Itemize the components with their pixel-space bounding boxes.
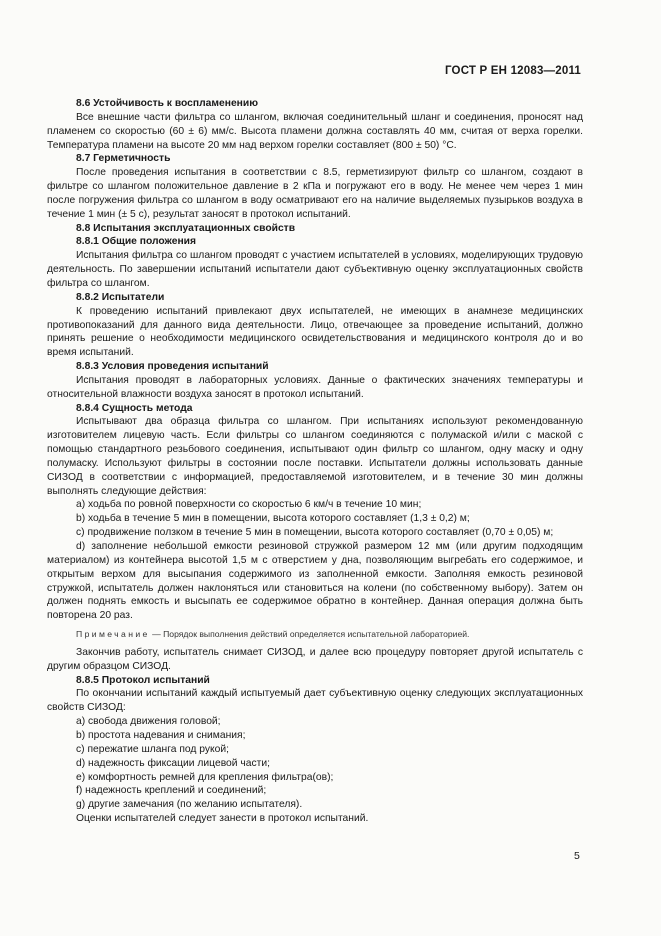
section-8-8-5-heading: 8.8.5 Протокол испытаний: [76, 674, 210, 686]
standard-header: ГОСТ Р ЕН 12083—2011: [444, 65, 581, 77]
list-item: f) надежность креплений и соединений;: [76, 785, 267, 797]
list-item: a) ходьба по ровной поверхности со скоростью 6 км/ч в течение 10 мин;: [76, 499, 422, 511]
list-item: g) другие замечания (по желанию испытателя).: [76, 799, 303, 811]
section-8-8-2-heading: 8.8.2 Испытатели: [76, 291, 165, 303]
list-item: e) комфортность ремней для крепления фильтра(ов);: [76, 771, 334, 783]
document-body: [47, 97, 583, 826]
section-8-7-text: После проведения испытания в соответствии с 8.5, герметизируют фильтр со шлангом, создают в фильтре со шлангом положительное давление в 2 кПа и погружают его в воду. Не менее чем через 1 мин после погружения фильтра со шлангом в воду осматривают его на наличие выделяемых пузырьков воздуха в течение 1 мин (± 5 с), результат заносят в протокол испытаний.: [47, 167, 583, 220]
section-8-6-heading: 8.6 Устойчивость к воспламенению: [76, 98, 259, 109]
list-item: c) пережатие шланга под рукой;: [76, 743, 229, 755]
page-number: 5: [574, 850, 580, 862]
section-8-8-4-text: Испытывают два образца фильтра со шлангом. При испытаниях используют рекомендованную изготовителем лицевую часть. Если фильтры со шлангом соединяются с полумаской и/или с маской с помощью стандартного резьбового соединения, испытывают один фильтр со шлангом, одну маску и одну полумаску. Используют фильтры в состоянии после поставки. Испытатели должны использовать данные СИЗОД в соответствии с информацией, предоставляемой изготовителем, и в течение 30 мин должны выполнять следующие действия:: [47, 416, 583, 497]
note-text: — Порядок выполнения действий определяется испытательной лабораторией.: [149, 629, 470, 640]
note-label: Примечание: [76, 629, 150, 640]
section-8-6-text: Все внешние части фильтра со шлангом, включая соединительный шланг и соединения, проносят над пламенем со скоростью (60 ± 6) мм/с. Высота пламени должна составлять 40 мм, считая от верха горелки. Температура пламени на высоте 20 мм над верхом горелки составляет (800 ± 50) °С.: [47, 111, 583, 151]
list-item: d) надежность фиксации лицевой части;: [76, 757, 270, 769]
list-item: b) ходьба в течение 5 мин в помещении, высота которого составляет (1,3 ± 0,2) м;: [76, 513, 470, 525]
note: [47, 628, 583, 642]
list-item: b) простота надевания и снимания;: [76, 729, 246, 741]
section-8-8-3-text: Испытания проводят в лабораторных условиях. Данные о фактических значениях температуры и относительной влажности воздуха заносят в протокол испытаний.: [47, 374, 583, 400]
section-8-8-5-text: По окончании испытаний каждый испытуемый дает субъективную оценку следующих эксплуатационных свойств СИЗОД:: [47, 688, 583, 714]
section-8-8-4-heading: 8.8.4 Сущность метода: [76, 402, 193, 414]
section-8-8-1-text: Испытания фильтра со шлангом проводят с участием испытателей в условиях, моделирующих трудовую деятельность. По завершении испытаний испытатели дают субъективную оценку эксплуатационных свойств фильтра со шлангом.: [47, 250, 583, 289]
section-8-8-3-heading: 8.8.3 Условия проведения испытаний: [76, 361, 269, 373]
section-8-8-heading: 8.8 Испытания эксплуатационных свойств: [76, 222, 296, 234]
list-item: d) заполнение небольшой емкости резиновой стружкой размером 12 мм (или другим подходящим материалом) из контейнера высотой 1,5 м с отверстием у дна, позволяющим выгребать его содержимое, и открытым верхом для высыпания содержимого из заполненной емкости. Заполняя емкость резиновой стружкой, испытатель должен наклоняться или становиться на колени (по собственному выбору). Затем он должен поднять емкость и высыпать ее содержимое обратно в контейнер. Данная операция должна быть повторена 20 раз.: [47, 541, 583, 622]
section-8-8-4-closing-text: Закончив работу, испытатель снимает СИЗОД, и далее всю процедуру повторяет другой испытатель с другим образцом СИЗОД.: [47, 646, 583, 672]
section-8-8-2-text: К проведению испытаний привлекают двух испытателей, не имеющих в анамнезе медицинских противопоказаний для данного вида деятельности. Лицо, отвечающее за проведение испытаний, должно принять решение о необходимости медицинского освидетельствования и медицинского контроля до и во время испытаний.: [47, 305, 583, 359]
section-8-7-heading: 8.7 Герметичность: [76, 153, 171, 165]
section-8-8-5-closing-text: Оценки испытателей следует занести в протокол испытаний.: [76, 813, 369, 825]
list-item: a) свобода движения головой;: [76, 716, 221, 728]
list-item: c) продвижение ползком в течение 5 мин в помещении, высота которого составляет (0,70 ± 0,05) м;: [76, 527, 554, 539]
section-8-8-1-heading: 8.8.1 Общие положения: [76, 236, 196, 248]
